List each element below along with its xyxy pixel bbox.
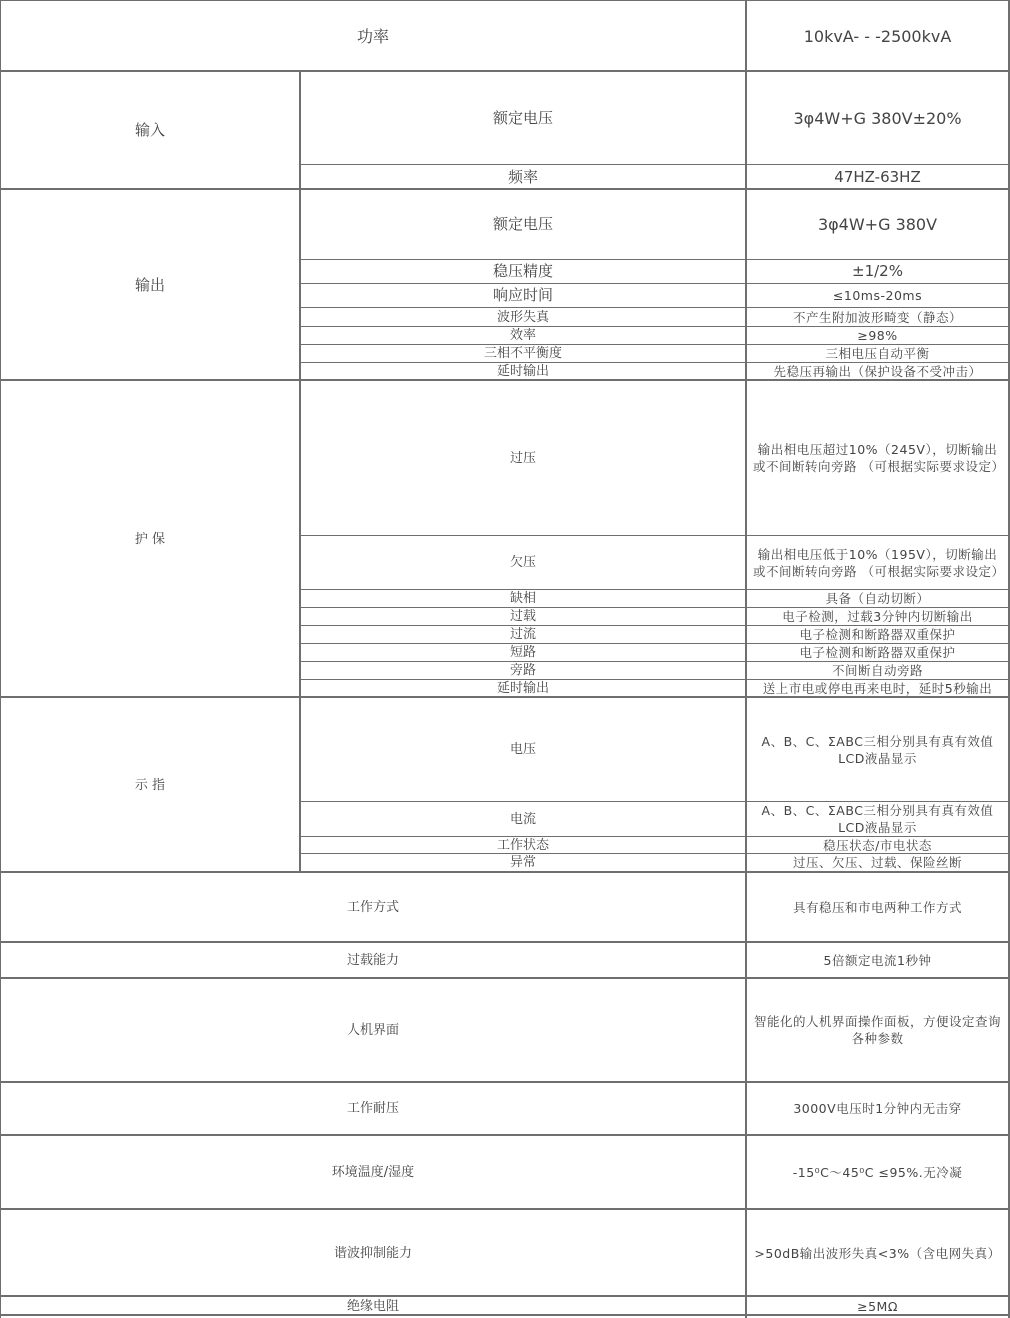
protection-overcurrent-value: 电子检测和断路器双重保护 (799, 627, 956, 642)
indication-abnormal-label: 异常 (509, 855, 536, 870)
protection-bypass-label: 旁路 (509, 663, 536, 678)
input-frequency-value: 47HZ-63HZ (834, 167, 921, 186)
protection-phase-loss-value: 具备（自动切断） (825, 591, 930, 606)
indication-voltage-value: A、B、C、ΣABC三相分别具有真有效值LCD液晶显示 (761, 733, 994, 766)
hmi-label: 人机界面 (346, 1022, 399, 1038)
indication-working-status-value: 稳压状态/市电状态 (823, 837, 932, 853)
output-efficiency-value: ≥98% (857, 328, 898, 343)
indication-working-status-label: 工作状态 (496, 837, 549, 853)
output-three-phase-unbalance-value: 三相电压自动平衡 (825, 346, 930, 361)
input-rated-voltage-value: 3φ4W+G 380V±20% (793, 108, 962, 128)
overload-capacity-label: 过载能力 (346, 953, 399, 968)
harmonic-suppression-value: >50dB输出波形失真<3%（含电网失真） (754, 1245, 1001, 1261)
protection-overload-label: 过载 (509, 609, 536, 624)
indication-abnormal-value: 过压、欠压、过载、保险丝断 (792, 855, 962, 870)
protection-delay-output-value: 送上市电或停电再来电时，延时5秒输出 (762, 681, 993, 696)
output-regulation-accuracy-value: ±1/2% (852, 262, 903, 280)
protection-short-circuit-value: 电子检测和断路器双重保护 (799, 645, 956, 660)
input-rated-voltage-label: 额定电压 (492, 108, 553, 127)
output-response-time-value: ≤10ms-20ms (832, 288, 923, 303)
power-label: 功率 (356, 26, 389, 46)
output-waveform-distortion-label: 波形失真 (496, 309, 549, 325)
indication-current-value: A、B、C、ΣABC三相分别具有真有效值LCD液晶显示 (761, 803, 994, 835)
output-response-time-label: 响应时间 (492, 286, 553, 304)
withstand-voltage-label: 工作耐压 (346, 1101, 399, 1116)
input-frequency-label: 频率 (507, 167, 538, 186)
working-mode-label: 工作方式 (346, 899, 399, 915)
protection-overcurrent-label: 过流 (509, 627, 536, 642)
output-waveform-distortion-value: 不产生附加波形畸变（静态） (792, 309, 962, 325)
input-group-label: 输入 (134, 121, 165, 139)
protection-short-circuit-label: 短路 (509, 645, 536, 660)
protection-delay-output-label: 延时输出 (496, 681, 549, 696)
overload-capacity-value: 5倍额定电流1秒钟 (823, 953, 932, 968)
output-delay-output-value: 先稳压再输出（保护设备不受冲击） (773, 364, 982, 379)
power-value: 10kvA- - -2500kvA (803, 26, 952, 46)
insulation-resistance-value: ≥5MΩ (857, 1298, 898, 1314)
output-rated-voltage-value: 3φ4W+G 380V (817, 215, 938, 234)
protection-group-label: 护 保 (134, 531, 166, 547)
protection-undervoltage-label: 欠压 (509, 555, 536, 570)
protection-bypass-value: 不间断自动旁路 (831, 663, 923, 678)
environment-label: 环境温度/湿度 (331, 1164, 415, 1180)
indication-group-label: 示 指 (134, 777, 166, 793)
output-delay-output-label: 延时输出 (496, 364, 549, 379)
hmi-value: 智能化的人机界面操作面板，方便设定查询各种参数 (753, 1014, 1001, 1046)
output-efficiency-label: 效率 (509, 328, 536, 343)
protection-overvoltage-value: 输出相电压超过10%（245V），切断输出或不间断转向旁路 （可根据实际要求设定） (753, 442, 1005, 474)
protection-overvoltage-label: 过压 (509, 450, 536, 466)
indication-current-label: 电流 (509, 811, 536, 827)
protection-phase-loss-label: 缺相 (509, 591, 536, 606)
output-group-label: 输出 (134, 275, 165, 294)
output-three-phase-unbalance-label: 三相不平衡度 (483, 346, 562, 361)
output-rated-voltage-label: 额定电压 (492, 215, 553, 233)
withstand-voltage-value: 3000V电压时1分钟内无击穿 (793, 1101, 962, 1116)
environment-value: -15⁰C～45⁰C ≤95%.无冷凝 (792, 1164, 963, 1180)
protection-undervoltage-value: 输出相电压低于10%（195V），切断输出或不间断转向旁路 （可根据实际要求设定） (753, 546, 1005, 579)
indication-voltage-label: 电压 (509, 742, 536, 757)
protection-overload-value: 电子检测，过载3分钟内切断输出 (782, 609, 973, 624)
working-mode-value: 具有稳压和市电两种工作方式 (792, 899, 962, 915)
insulation-resistance-label: 绝缘电阻 (346, 1298, 399, 1314)
harmonic-suppression-label: 谐波抑制能力 (333, 1245, 412, 1261)
output-regulation-accuracy-label: 稳压精度 (492, 262, 553, 280)
